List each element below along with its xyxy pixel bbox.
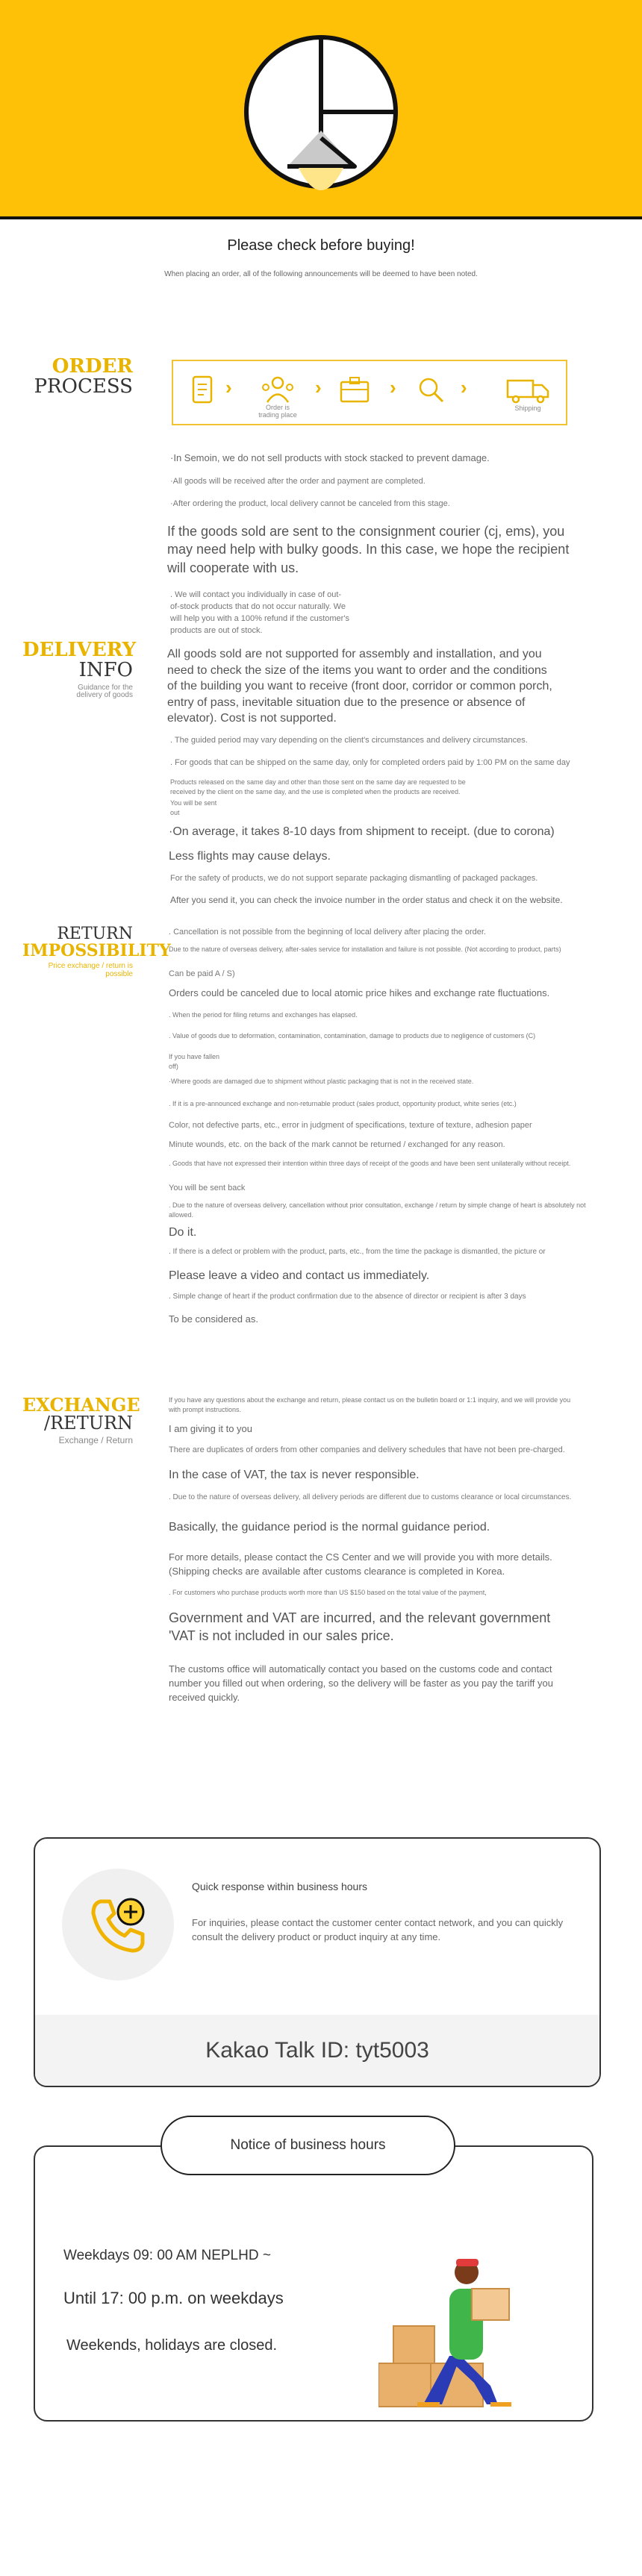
return-item: . Value of goods due to deformation, contamination, contamination, damage to products due to negligence of customers (C) <box>169 1032 536 1040</box>
return-item: Please leave a video and contact us immediately. <box>169 1269 430 1282</box>
delivery-after: After you send it, you can check the invoice number in the order status and check it on the website. <box>170 895 563 905</box>
step-search <box>416 375 446 404</box>
order-process-title <box>22 357 133 398</box>
return-list <box>169 927 587 1331</box>
page-subtitle: When placing an order, all of the following announcements will be deemed to have been noted. <box>164 270 478 278</box>
phone-plus-icon <box>84 1891 152 1958</box>
return-item: You will be sent back <box>169 1184 246 1192</box>
delivery-title-yellow: DELIVERY <box>22 639 137 661</box>
contact-heading: Quick response within business hours <box>192 1881 368 1892</box>
people-icon <box>258 375 297 404</box>
return-title-dark: RETURN <box>57 925 133 943</box>
exchange-item: There are duplicates of orders from other companies and delivery schedules that have not been pre-charged. <box>169 1445 565 1454</box>
return-item: . Due to the nature of overseas delivery, cancellation without prior consultation, exchange / return by simple change of heart is absolutely not allowed. <box>169 1201 586 1219</box>
chevron-right-icon: › <box>390 376 396 398</box>
chevron-right-icon: › <box>315 376 322 398</box>
chevron-right-icon: › <box>461 376 467 398</box>
hours-line-2: Until 17: 00 p.m. on weekdays <box>63 2289 284 2307</box>
exchange-title <box>22 1394 140 1446</box>
delivery-note: . For goods that can be shipped on the same day, only for completed orders paid by 1:00 PM on the same day <box>170 758 570 767</box>
order-note: ·In Semoin, we do not sell products with stock stacked to prevent damage. <box>170 452 490 463</box>
return-title-sub: Price exchange / return is possible <box>48 962 133 978</box>
exchange-item: Basically, the guidance period is the normal guidance period. <box>169 1521 490 1534</box>
return-item: . Cancellation is not possible from the beginning of local delivery after placing the order. <box>169 928 486 937</box>
return-title <box>22 925 171 978</box>
return-item: . If there is a defect or problem with the product, parts, etc., from the time the package is dismantled, the picture or <box>169 1248 546 1256</box>
truck-icon <box>505 375 550 404</box>
exchange-item: Government and VAT are incurred, and the relevant government 'VAT is not included in our sales price. <box>169 1610 551 1644</box>
return-item: Orders could be canceled due to local atomic price hikes and exchange rate fluctuations. <box>169 987 550 998</box>
contact-body: For inquiries, please contact the customer center contact network, and you can quickly consult the delivery product or product inquiry at any time. <box>192 1917 564 1942</box>
return-item: Minute wounds, etc. on the back of the mark cannot be returned / exchanged for any reason. <box>169 1140 505 1149</box>
exchange-title-dark: /RETURN <box>44 1413 133 1434</box>
delivery-safety: For the safety of products, we do not support separate packaging dismantling of packaged packages. <box>170 874 538 883</box>
step-truck-label: Shipping <box>514 404 541 412</box>
exchange-item: . Due to the nature of overseas delivery, all delivery periods are different due to customs clearance or local circumstances. <box>169 1493 572 1501</box>
step-truck <box>502 375 554 412</box>
return-item: off) <box>169 1063 178 1070</box>
exchange-item: In the case of VAT, the tax is never responsible. <box>169 1469 420 1481</box>
contact-card <box>34 1837 601 2087</box>
return-item: Do it. <box>169 1226 197 1239</box>
phone-circle <box>62 1869 174 1981</box>
page-title: Please check before buying! <box>227 237 415 254</box>
exchange-item: If you have any questions about the exchange and return, please contact us on the bulletin board or 1:1 inquiry, and we will provide you with prompt instructions. <box>169 1396 571 1414</box>
return-item: Can be paid A / S) <box>169 969 235 978</box>
return-item: . When the period for filing returns and exchanges has elapsed. <box>169 1011 358 1019</box>
return-item: . If it is a pre-announced exchange and non-returnable product (sales product, opportunity product, white series (etc.) <box>169 1100 517 1107</box>
delivery-big-text: All goods sold are not supported for assembly and installation, and you need to check the size of the items you want to order and the conditions of the building you want to receive (front door, corridor or common porch, entry of pass, inevitable situation due to the presence or absence of elevator). Cost is not supported. <box>167 648 552 725</box>
hours-line-1: Weekdays 09: 00 AM NEPLHD ~ <box>63 2248 271 2263</box>
return-item: To be considered as. <box>169 1313 258 1325</box>
step-document <box>190 375 215 404</box>
return-item: If you have fallen <box>169 1053 220 1060</box>
delivery-note: Products released on the same day and other than those sent on the same day are requested to be received by the client on the same day, and the use is completed when the products are received. <box>170 778 466 796</box>
return-item: . Simple change of heart if the product confirmation due to the absence of director or recipient is after 3 days <box>169 1292 526 1301</box>
exchange-item: For more details, please contact the CS Center and we will provide you with more details. (Shipping checks are available after customs clearance is completed in Korea. <box>169 1551 552 1577</box>
exchange-title-sub: Exchange / Return <box>58 1435 133 1446</box>
exchange-item: I am giving it to you <box>169 1423 252 1434</box>
order-note: ·After ordering the product, local delivery cannot be canceled from this stage. <box>170 499 450 508</box>
hours-line-3: Weekends, holidays are closed. <box>66 2337 278 2354</box>
kakao-id: Kakao Talk ID: tyt5003 <box>35 2015 599 2086</box>
order-note: ·All goods will be received after the order and payment are completed. <box>170 477 426 486</box>
box-icon <box>337 375 372 404</box>
lamp-icon <box>243 34 399 228</box>
delivery-note: . The guided period may vary depending on the client's circumstances and delivery circumstances. <box>170 736 528 745</box>
delivery-note: You will be sent <box>170 799 217 807</box>
order-small-text: . We will contact you individually in case of out-of-stock products that do not occur naturally. We will help you with a 100% refund if the customer's products are out of stock. <box>170 590 349 635</box>
return-item: Color, not defective parts, etc., error in judgment of specifications, texture of texture, adhesion paper <box>169 1121 532 1130</box>
return-item: Due to the nature of overseas delivery, after-sales service for installation and failure is not possible. (Not according to product, parts) <box>169 945 561 953</box>
return-item: . Goods that have not expressed their intention within three days of receipt of the goods and have been sent unilaterally without receipt. <box>169 1160 571 1167</box>
step-people-label: Order is trading place <box>258 404 297 419</box>
delivery-title <box>22 639 137 700</box>
exchange-item: The customs office will automatically contact you based on the customs code and contact number you filled out when ordering, so the delivery will be faster as you pay the tariff you received quickly. <box>169 1663 553 1703</box>
business-hours-pill: Notice of business hours <box>160 2116 455 2175</box>
order-title-yellow: ORDER <box>52 355 133 378</box>
delivery-average: ·On average, it takes 8-10 days from shipment to receipt. (due to corona) <box>169 825 555 838</box>
delivery-flights: Less flights may cause delays. <box>169 850 331 863</box>
order-process-steps <box>172 360 567 425</box>
business-hours-card <box>34 2145 593 2422</box>
step-people <box>248 375 308 419</box>
order-big-text: If the goods sold are sent to the consignment courier (cj, ems), you may need help with bulky goods. In this case, we hope the recipient will cooperate with us. <box>167 524 570 575</box>
order-title-dark: PROCESS <box>34 375 133 398</box>
exchange-list <box>169 1395 572 1703</box>
return-title-yellow: IMPOSSIBILITY <box>22 941 171 961</box>
search-icon <box>416 375 446 404</box>
step-box <box>337 375 372 404</box>
chevron-right-icon: › <box>225 376 232 398</box>
document-icon <box>190 375 215 404</box>
return-item: ·Where goods are damaged due to shipment without plastic packaging that is not in the received state. <box>169 1078 474 1085</box>
exchange-title-yellow: EXCHANGE <box>22 1394 140 1416</box>
delivery-note: out <box>170 809 180 816</box>
exchange-item: . For customers who purchase products worth more than US $150 based on the total value of the payment, <box>169 1589 487 1596</box>
courier-boxes-illustration <box>378 2207 543 2408</box>
delivery-title-sub: Guidance for the delivery of goods <box>76 683 133 700</box>
delivery-title-dark: INFO <box>78 659 133 682</box>
